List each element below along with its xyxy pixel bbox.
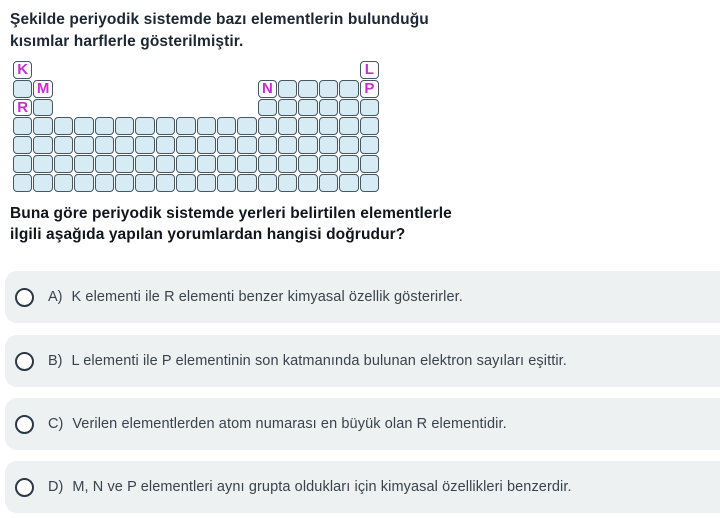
option-c-text: Verilen elementlerden atom numarası en büyük olan R elementidir. (72, 416, 507, 432)
periodic-cell (298, 136, 317, 154)
periodic-cell (54, 174, 73, 192)
periodic-cell (278, 174, 297, 192)
periodic-cell (95, 117, 114, 135)
periodic-table-diagram (13, 61, 379, 192)
periodic-cell (298, 99, 317, 117)
radio-button-b[interactable] (15, 352, 34, 371)
periodic-cell (135, 117, 154, 135)
periodic-cell (33, 117, 52, 135)
option-b-text: L elementi ile P elementinin son katmanında bulunan elektron sayıları eşittir. (71, 353, 567, 369)
periodic-cell (176, 155, 195, 173)
periodic-cell (197, 155, 216, 173)
periodic-cell (95, 136, 114, 154)
periodic-cell-K: K (13, 61, 32, 79)
periodic-cell (95, 155, 114, 173)
periodic-cell (115, 117, 134, 135)
option-d-text: M, N ve P elementleri aynı grupta oldukları için kimyasal özellikleri benzerdir. (72, 479, 572, 495)
question-prompt: Buna göre periyodik sistemde yerleri belirtilen elementlerle ilgili aşağıda yapılan yorumlardan hangisi doğrudur? (10, 205, 452, 243)
periodic-cell (13, 80, 32, 98)
periodic-cell (360, 155, 379, 173)
periodic-cell (360, 99, 379, 117)
periodic-cell (258, 99, 277, 117)
periodic-cell (33, 99, 52, 117)
periodic-cell (115, 155, 134, 173)
periodic-cell (197, 174, 216, 192)
periodic-cell (258, 117, 277, 135)
periodic-cell (237, 117, 256, 135)
periodic-cell (298, 174, 317, 192)
radio-button-d[interactable] (15, 478, 34, 497)
periodic-cell (74, 117, 93, 135)
periodic-cell-L: L (360, 61, 379, 79)
periodic-cell (237, 136, 256, 154)
option-a-text: K elementi ile R elementi benzer kimyasal özellik gösterirler. (71, 289, 463, 305)
periodic-cell-R: R (13, 99, 32, 117)
periodic-cell (33, 136, 52, 154)
periodic-cell (54, 155, 73, 173)
option-c-letter: C) (48, 416, 64, 432)
periodic-cell (258, 174, 277, 192)
periodic-cell (135, 136, 154, 154)
periodic-cell (319, 174, 338, 192)
option-b[interactable] (5, 335, 720, 387)
periodic-cell (339, 80, 358, 98)
periodic-cell (278, 117, 297, 135)
periodic-cell (74, 174, 93, 192)
periodic-cell (13, 117, 32, 135)
periodic-cell (95, 174, 114, 192)
periodic-cell (13, 174, 32, 192)
periodic-cell (135, 155, 154, 173)
periodic-cell (298, 155, 317, 173)
periodic-cell (339, 99, 358, 117)
periodic-cell (278, 80, 297, 98)
periodic-cell (339, 155, 358, 173)
periodic-cell-M: M (33, 80, 52, 98)
periodic-cell (298, 80, 317, 98)
periodic-cell (319, 117, 338, 135)
periodic-cell (156, 174, 175, 192)
radio-button-a[interactable] (15, 288, 34, 307)
periodic-cell (54, 117, 73, 135)
periodic-cell (217, 117, 236, 135)
periodic-cell (360, 117, 379, 135)
option-d[interactable] (5, 461, 720, 513)
option-d-letter: D) (48, 479, 64, 495)
periodic-cell (258, 136, 277, 154)
periodic-cell (176, 136, 195, 154)
periodic-cell-N: N (258, 80, 277, 98)
periodic-cell (217, 155, 236, 173)
radio-button-c[interactable] (15, 415, 34, 434)
periodic-cell (298, 117, 317, 135)
periodic-cell (217, 174, 236, 192)
periodic-cell (278, 136, 297, 154)
periodic-cell (33, 174, 52, 192)
periodic-cell (258, 155, 277, 173)
periodic-cell (237, 155, 256, 173)
periodic-cell (217, 136, 236, 154)
periodic-cell (74, 136, 93, 154)
periodic-cell (319, 99, 338, 117)
periodic-cell (278, 155, 297, 173)
periodic-cell (197, 136, 216, 154)
periodic-cell (339, 174, 358, 192)
periodic-cell (13, 136, 32, 154)
option-c[interactable] (5, 398, 720, 450)
periodic-cell (319, 80, 338, 98)
periodic-cell (197, 117, 216, 135)
periodic-cell (135, 174, 154, 192)
periodic-cell-P: P (360, 80, 379, 98)
periodic-cell (33, 155, 52, 173)
periodic-cell (339, 136, 358, 154)
periodic-cell (176, 117, 195, 135)
periodic-cell (156, 117, 175, 135)
question-intro: Şekilde periyodik sistemde bazı elementlerin bulunduğu kısımlar harflerle gösterilmiştir. (10, 11, 429, 50)
periodic-cell (360, 136, 379, 154)
periodic-cell (360, 174, 379, 192)
periodic-cell (115, 136, 134, 154)
periodic-cell (319, 155, 338, 173)
periodic-cell (319, 136, 338, 154)
periodic-cell (156, 136, 175, 154)
periodic-cell (156, 155, 175, 173)
periodic-cell (176, 174, 195, 192)
periodic-cell (115, 174, 134, 192)
option-a[interactable] (5, 271, 720, 323)
periodic-cell (13, 155, 32, 173)
periodic-cell (74, 155, 93, 173)
periodic-cell (237, 174, 256, 192)
option-b-letter: B) (48, 353, 63, 369)
periodic-cell (278, 99, 297, 117)
option-a-letter: A) (48, 289, 63, 305)
periodic-cell (339, 117, 358, 135)
periodic-cell (54, 136, 73, 154)
